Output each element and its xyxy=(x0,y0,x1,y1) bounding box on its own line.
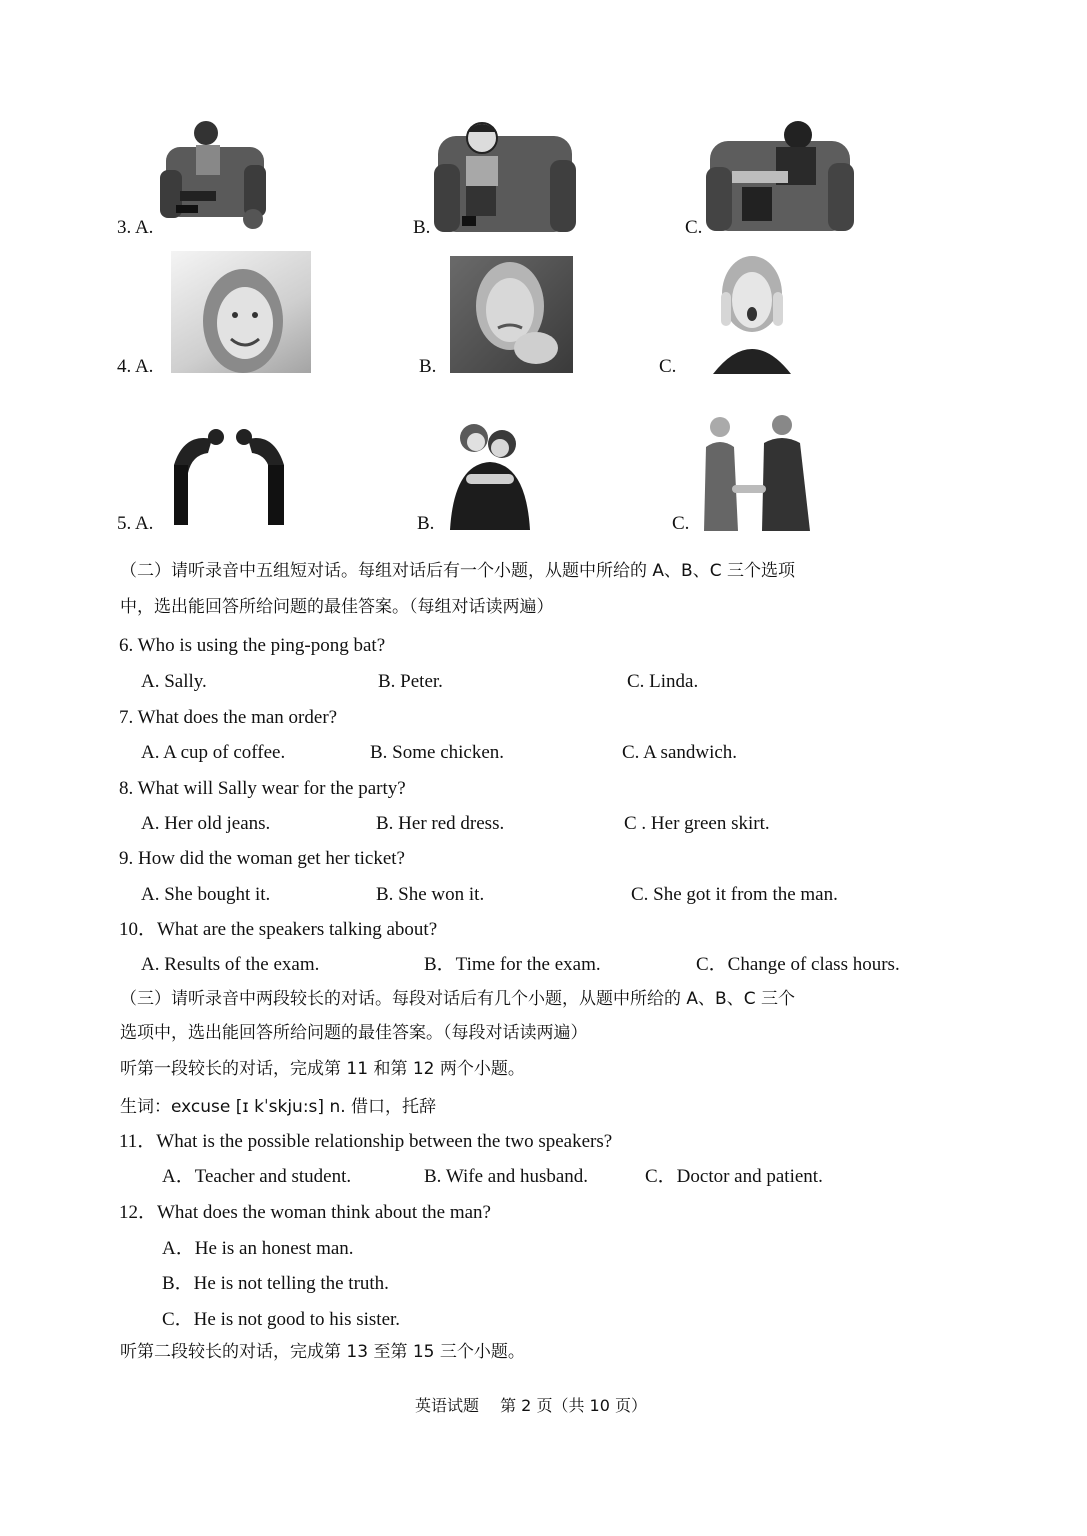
q3-label-b: B. xyxy=(413,217,431,238)
q4-label-a: 4. A. xyxy=(117,356,154,377)
two-women-hugging-image xyxy=(446,418,534,530)
q9-option-a: A. She bought it. xyxy=(141,884,271,905)
q5-label-a: 5. A. xyxy=(117,513,154,534)
question-7: 7. What does the man order? xyxy=(119,707,338,728)
question-11: 11．What is the possible relationship between the two speakers? xyxy=(119,1131,613,1152)
question-12: 12．What does the woman think about the man? xyxy=(119,1202,491,1223)
page-footer: 英语试题 第 2 页（共 10 页） xyxy=(415,1396,647,1415)
boy-in-armchair-c-image xyxy=(706,117,854,233)
smiling-woman-image xyxy=(171,251,311,373)
q12-option-b: B．He is not telling the truth. xyxy=(162,1273,389,1294)
question-8: 8. What will Sally wear for the party? xyxy=(119,778,406,799)
two-men-bowing-image xyxy=(164,425,294,529)
dialog2-intro: 听第二段较长的对话，完成第 13 至第 15 三个小题。 xyxy=(120,1342,525,1362)
boy-in-armchair-b-image xyxy=(434,116,576,234)
surprised-woman-image xyxy=(703,254,801,374)
q12-option-c: C．He is not good to his sister. xyxy=(162,1309,401,1330)
q6-option-a: A. Sally. xyxy=(141,671,207,692)
q8-option-a: A. Her old jeans. xyxy=(141,813,271,834)
man-woman-handshake-image xyxy=(698,413,818,531)
q11-option-b: B. Wife and husband. xyxy=(424,1166,589,1187)
section3-instruction-line1: （三）请听录音中两段较长的对话。每段对话后有几个小题，从题中所给的 A、B、C 三个 xyxy=(120,989,795,1009)
q4-label-c: C. xyxy=(659,356,677,377)
question-10: 10．What are the speakers talking about? xyxy=(119,919,438,940)
vocabulary-note: 生词：excuse [ɪ kˈskju:s] n. 借口，托辞 xyxy=(120,1097,437,1117)
q10-option-b: B．Time for the exam. xyxy=(424,954,601,975)
q7-option-c: C. A sandwich. xyxy=(622,742,738,763)
q11-option-a: A．Teacher and student. xyxy=(162,1166,352,1187)
q12-option-a: A．He is an honest man. xyxy=(162,1238,354,1259)
q8-option-c: C . Her green skirt. xyxy=(624,813,770,834)
question-9: 9. How did the woman get her ticket? xyxy=(119,848,405,869)
q10-option-c: C．Change of class hours. xyxy=(696,954,900,975)
section3-instruction-line2: 选项中，选出能回答所给问题的最佳答案。（每段对话读两遍） xyxy=(120,1023,588,1043)
q5-label-c: C. xyxy=(672,513,690,534)
q3-label-c: C. xyxy=(685,217,703,238)
question-6: 6. Who is using the ping-pong bat? xyxy=(119,635,386,656)
q8-option-b: B. Her red dress. xyxy=(376,813,505,834)
dialog1-intro: 听第一段较长的对话，完成第 11 和第 12 两个小题。 xyxy=(120,1059,525,1079)
q7-option-b: B. Some chicken. xyxy=(370,742,505,763)
q5-label-b: B. xyxy=(417,513,435,534)
q9-option-c: C. She got it from the man. xyxy=(631,884,838,905)
boy-in-armchair-a-image xyxy=(158,115,270,233)
section2-instruction-line2: 中，选出能回答所给问题的最佳答案。（每组对话读两遍） xyxy=(120,597,554,617)
q10-option-a: A. Results of the exam. xyxy=(141,954,320,975)
section2-instruction-line1: （二）请听录音中五组短对话。每组对话后有一个小题，从题中所给的 A、B、C 三个选项 xyxy=(120,561,795,581)
q7-option-a: A. A cup of coffee. xyxy=(141,742,286,763)
q9-option-b: B. She won it. xyxy=(376,884,485,905)
q6-option-b: B. Peter. xyxy=(378,671,443,692)
q3-label-a: 3. A. xyxy=(117,217,154,238)
q6-option-c: C. Linda. xyxy=(627,671,699,692)
q4-label-b: B. xyxy=(419,356,437,377)
crying-woman-image xyxy=(450,256,573,373)
q11-option-c: C．Doctor and patient. xyxy=(645,1166,823,1187)
